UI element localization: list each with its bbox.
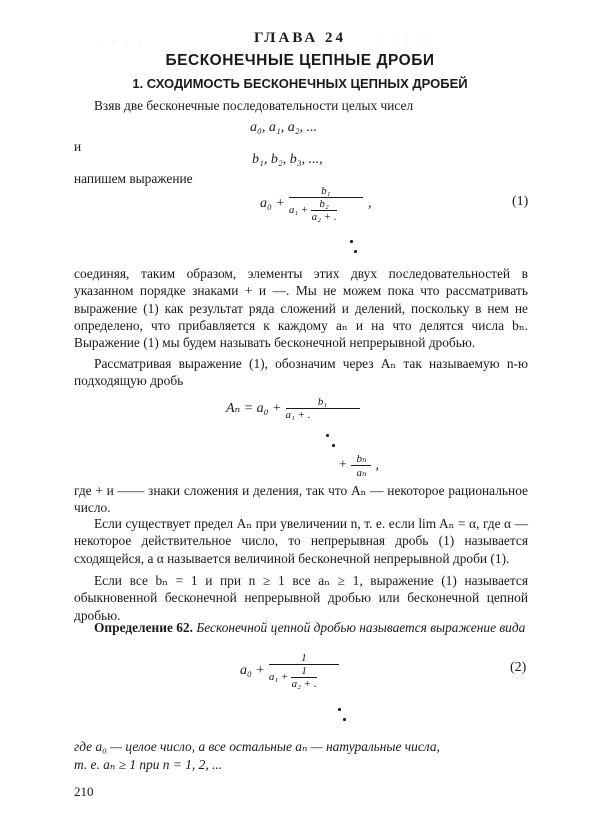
scan-noise: · · · ·	[100, 38, 145, 47]
eq1-comma: ,	[368, 196, 372, 211]
eq1-denominator	[289, 198, 363, 223]
ellipsis-dot	[326, 434, 329, 437]
equation-2	[240, 652, 339, 690]
sequence-a: a₀, a₁, a₂, ...	[250, 120, 318, 135]
paragraph-4: Если существует предел Aₙ при увеличении n, т. е. если lim Aₙ = α, где α — некоторое действительное число, то непрерывная дробь (1) называется сходящейся, а α называется величиной бесконечной непрерывной дроби (1).	[74, 516, 528, 566]
equation-an-tail	[338, 452, 379, 479]
paragraph-5: Если все bₙ = 1 и при n ≥ 1 все aₙ ≥ 1, выражение (1) называется обыкновенной бесконечной непрерывной дробью или бесконечной цепной дробью.	[74, 573, 528, 623]
eq2-label: (2)	[510, 660, 527, 675]
eq2-numerator-n: bₙ	[351, 452, 371, 466]
definition-text: Бесконечной цепной дробью называется выражение вида	[196, 620, 526, 635]
eq2-comma: ,	[375, 458, 379, 474]
eq3-denominator	[269, 665, 339, 690]
eq2-numerator-1: b₁	[286, 396, 360, 409]
paragraph-6-line-1: где a₀ — целое число, а все остальные aₙ — натуральные числа,	[74, 739, 440, 754]
equation-an	[226, 396, 360, 421]
ellipsis-dot	[343, 718, 346, 721]
eq1-numerator-1: b₁	[289, 185, 363, 198]
intro-paragraph: Взяв две бесконечные последовательности целых чисел	[94, 98, 414, 113]
eq1-fraction	[289, 185, 363, 223]
eq2-fraction	[286, 396, 360, 421]
eq2-tail-fraction	[351, 452, 371, 479]
eq1-lhs: a₀ +	[260, 196, 285, 211]
eq3-inner-fraction	[291, 665, 317, 690]
eq2-denominator-n: aₙ	[356, 467, 367, 479]
scan-noise: · · · · ·	[380, 36, 438, 45]
chapter-title: БЕСКОНЕЧНЫЕ ЦЕПНЫЕ ДРОБИ	[165, 52, 435, 69]
page-number: 210	[74, 784, 94, 799]
and-word: и	[74, 139, 82, 154]
eq1-label: (1)	[512, 194, 529, 209]
eq3-fraction	[269, 652, 339, 690]
eq3-numerator-1: 1	[269, 652, 339, 665]
eq1-inner-fraction	[311, 198, 337, 223]
ellipsis-dot	[354, 250, 357, 253]
eq2-denominator-1: a₁ + .	[285, 409, 311, 421]
definition-62	[74, 619, 528, 636]
paragraph-1: соединяя, таким образом, элементы этих двух последовательностей в указанном порядке знаками + и —. Мы не можем пока что рассматривать выражение (1) как результат ряда сложений и делений, поскольку в нем не определено, что прибавляется к каждому aₙ и на что делятся числа bₙ. Выражение (1) мы будем называть бесконечной непрерывной дробью.	[74, 266, 528, 351]
paragraph-3: где + и —— знаки сложения и деления, так что Aₙ — некоторое рациональное число.	[74, 483, 528, 516]
eq3-denominator-2: a₂ + .	[291, 678, 317, 690]
eq1-denominator-1: a₁ +	[288, 204, 309, 217]
eq1-denominator-2: a₂ + .	[311, 211, 337, 223]
section-heading: 1. СХОДИМОСТЬ БЕСКОНЕЧНЫХ ЦЕПНЫХ ДРОБЕЙ	[132, 76, 468, 91]
ellipsis-dot	[338, 708, 341, 711]
paragraph-6-line-2: т. е. aₙ ≥ 1 при n = 1, 2, ...	[74, 757, 223, 772]
eq2-tail-plus: +	[338, 457, 348, 473]
write-expression: напишем выражение	[74, 171, 193, 186]
ellipsis-dot	[350, 240, 353, 243]
ellipsis-dot	[332, 444, 335, 447]
eq2-lhs: Aₙ = a₀ +	[226, 401, 282, 416]
eq3-denominator-1: a₁ +	[268, 671, 289, 684]
chapter-heading: ГЛАВА 24	[254, 30, 346, 46]
eq3-numerator-2: 1	[291, 665, 317, 678]
paragraph-2: Рассматривая выражение (1), обозначим через Aₙ так называемую n-ю подходящую дробь	[74, 356, 528, 389]
eq3-lhs: a₀ +	[240, 663, 265, 678]
definition-label: Определение 62.	[94, 620, 193, 635]
equation-1	[260, 185, 363, 223]
sequence-b: b₁, b₂, b₃, ...,	[252, 152, 323, 167]
eq1-numerator-2: b₂	[311, 198, 337, 211]
